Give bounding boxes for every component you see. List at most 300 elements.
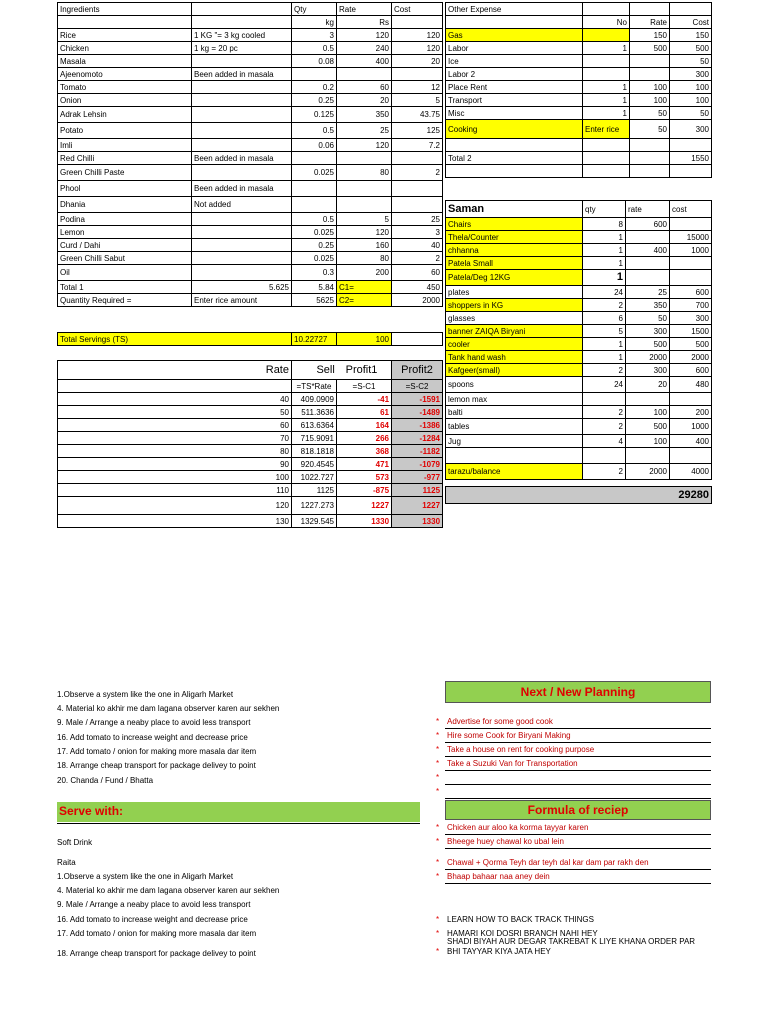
ingredient-cell[interactable]: 350 (337, 107, 392, 123)
ingredient-cell[interactable] (292, 68, 337, 81)
saman-cell[interactable] (670, 393, 712, 406)
ingredient-cell[interactable]: 120 (392, 29, 443, 42)
saman-row (446, 464, 712, 480)
ingredient-cell[interactable]: 0.025 (292, 226, 337, 239)
other-header: Other Expense (446, 3, 583, 16)
saman-row (446, 351, 712, 364)
ingredient-cell[interactable]: 0.06 (292, 139, 337, 152)
saman-cell[interactable]: 600 (670, 364, 712, 377)
saman-cell[interactable] (670, 218, 712, 231)
ingredient-cell[interactable] (292, 197, 337, 213)
saman-cell[interactable]: 25 (626, 286, 670, 299)
saman-cell[interactable]: 500 (670, 338, 712, 351)
bullet-icon: * (436, 731, 440, 740)
saman-cell[interactable]: 8 (583, 218, 626, 231)
bullet-icon: * (436, 759, 440, 768)
total1-qty-sum: 5.625 (192, 281, 292, 294)
planning-title: Next / New Planning (520, 685, 636, 699)
saman-cell[interactable]: 100 (626, 435, 670, 448)
saman-cell[interactable] (626, 270, 670, 286)
other-cell[interactable]: 50 (630, 120, 670, 139)
other-cell[interactable] (583, 29, 630, 42)
saman-gap-row (446, 480, 712, 487)
saman-cell: Thela/Counter (446, 231, 583, 244)
ingredient-cell[interactable]: 25 (392, 213, 443, 226)
saman-cell[interactable]: 1000 (670, 419, 712, 435)
ingredient-cell[interactable] (392, 68, 443, 81)
profit-header-row (58, 361, 443, 380)
saman-cell[interactable]: 5 (583, 325, 626, 338)
formula-bar (445, 800, 711, 820)
saman-header-row (446, 201, 712, 218)
ingredients-table (57, 2, 443, 307)
other-cell[interactable]: 1 (583, 81, 630, 94)
ingredient-cell: Curd / Dahi (58, 239, 192, 252)
profit-row (58, 515, 443, 528)
saman-header: Saman (446, 201, 583, 218)
saman-header-cost: cost (670, 201, 712, 218)
profit-rate-cell: 40 (58, 393, 292, 406)
sell-header: Sell (316, 363, 335, 376)
ingredient-cell[interactable] (392, 181, 443, 197)
row-divider (445, 883, 711, 884)
planning-bar (445, 681, 711, 703)
saman-cell[interactable]: 500 (626, 338, 670, 351)
other-expense-row (446, 42, 712, 55)
saman-cell[interactable]: 2 (583, 364, 626, 377)
bullet-icon: * (436, 915, 440, 924)
serve-item-raita: Raita (57, 858, 76, 867)
profit-rate-cell: 90 (58, 458, 292, 471)
bullet-icon: * (436, 929, 440, 938)
p1-formula: =S-C1 (337, 380, 392, 393)
total2-value: 1550 (670, 152, 712, 165)
formula-item: Bheege huey chawal ko ubal lein (447, 837, 564, 846)
saman-row (446, 312, 712, 325)
ingredient-row (58, 123, 443, 139)
profit-rate-cell: 120 (58, 497, 292, 515)
serve-with-title: Serve with: (59, 804, 124, 818)
ingredient-row (58, 107, 443, 123)
profit2-cell: -1182 (392, 445, 443, 458)
other-cell[interactable]: 50 (670, 55, 712, 68)
saman-cell[interactable]: 350 (626, 299, 670, 312)
profit-rate-cell: 70 (58, 432, 292, 445)
row-divider (445, 848, 711, 849)
saman-cell[interactable]: 600 (626, 218, 670, 231)
ingredient-cell[interactable]: 120 (337, 139, 392, 152)
saman-total-row (446, 487, 712, 504)
ingredient-cell[interactable] (337, 197, 392, 213)
ingredient-row (58, 181, 443, 197)
note-item: 9. Male / Arrange a neaby place to avoid less transport (57, 718, 251, 727)
ingredient-row (58, 252, 443, 265)
other-cell[interactable] (583, 55, 630, 68)
row-divider (445, 728, 711, 729)
bullet-icon: * (436, 947, 440, 956)
saman-cell[interactable] (670, 448, 712, 464)
other-header-empty (583, 3, 630, 16)
profit2-cell: -1079 (392, 458, 443, 471)
other-cell[interactable]: 300 (670, 68, 712, 81)
other-cell[interactable]: 1 (583, 42, 630, 55)
ingredient-cell[interactable]: 7.2 (392, 139, 443, 152)
other-cell[interactable] (630, 68, 670, 81)
servings-label: Total Servings (TS) (58, 333, 292, 346)
saman-cell[interactable]: 2000 (670, 351, 712, 364)
note-item: 18. Arrange cheap transport for package delivey to point (57, 761, 256, 770)
other-cell[interactable]: 500 (630, 42, 670, 55)
saman-cell[interactable] (626, 448, 670, 464)
saman-cell[interactable]: 1 (583, 338, 626, 351)
ingredient-cell[interactable]: 125 (392, 123, 443, 139)
saman-cell[interactable]: 2 (583, 299, 626, 312)
other-cell[interactable]: Enter rice (583, 120, 630, 139)
other-cell[interactable]: 500 (670, 42, 712, 55)
ingredient-cell[interactable]: 2 (392, 252, 443, 265)
other-cell: Gas (446, 29, 583, 42)
profit-rate-cell: 80 (58, 445, 292, 458)
ingredient-cell[interactable]: 40 (392, 239, 443, 252)
other-cell[interactable]: 150 (670, 29, 712, 42)
other-cell[interactable]: 300 (670, 120, 712, 139)
other-cell[interactable]: 150 (630, 29, 670, 42)
total1-rate-sum (292, 281, 337, 294)
saman-cell[interactable]: 1 (583, 231, 626, 244)
saman-cell[interactable] (670, 270, 712, 286)
saman-cell[interactable]: 300 (670, 312, 712, 325)
ingredient-cell: Dhania (58, 197, 192, 213)
saman-cell[interactable]: 2000 (626, 351, 670, 364)
saman-cell[interactable]: 1 (583, 270, 626, 286)
saman-cell: Jug (446, 435, 583, 448)
profit1-cell: 368 (337, 445, 392, 458)
saman-row (446, 406, 712, 419)
saman-cell[interactable]: 1000 (670, 244, 712, 257)
saman-cell: Patela Small (446, 257, 583, 270)
saman-cell[interactable]: 24 (583, 377, 626, 393)
unit-cell: kg (292, 16, 337, 29)
other-cell[interactable]: 50 (670, 107, 712, 120)
bullet-icon: * (436, 745, 440, 754)
note-item: 4. Material ko akhir me dam lagana observer karen aur sekhen (57, 704, 280, 713)
saman-cell[interactable]: 50 (626, 312, 670, 325)
ingredient-cell: 1 KG "= 3 kg cooled (192, 29, 292, 42)
ingredient-cell[interactable]: 0.25 (292, 239, 337, 252)
ingredient-cell[interactable]: 60 (337, 81, 392, 94)
saman-cell[interactable]: 100 (626, 406, 670, 419)
saman-cell (446, 448, 583, 464)
saman-table (445, 200, 712, 504)
saman-cell[interactable]: 2 (583, 419, 626, 435)
formula-note: BHI TAYYAR KIYA JATA HEY (447, 947, 551, 956)
other-cell[interactable] (630, 55, 670, 68)
c1-value: 450 (392, 281, 443, 294)
saman-cell[interactable]: 480 (670, 377, 712, 393)
other-body (446, 29, 712, 139)
saman-cell[interactable]: 6 (583, 312, 626, 325)
saman-row (446, 286, 712, 299)
other-cell[interactable]: 100 (670, 94, 712, 107)
other-cell[interactable]: 100 (670, 81, 712, 94)
other-cell[interactable] (583, 68, 630, 81)
ingredient-cell: Red Chilli (58, 152, 192, 165)
other-cell[interactable]: 1 (583, 107, 630, 120)
saman-cell: glasses (446, 312, 583, 325)
other-cell: Ice (446, 55, 583, 68)
saman-cell[interactable]: 20 (626, 377, 670, 393)
ingredient-cell[interactable]: 5 (392, 94, 443, 107)
unit-cell (58, 16, 192, 29)
rate-sum-value: 5.84 (318, 282, 334, 292)
planning-item: Hire some Cook for Biryani Making (447, 731, 571, 740)
ingredient-cell[interactable]: 120 (392, 42, 443, 55)
saman-row (446, 435, 712, 448)
ingredient-row (58, 68, 443, 81)
profit2-cell: -1386 (392, 419, 443, 432)
profit1-cell: 573 (337, 471, 392, 484)
row-divider (445, 784, 711, 785)
saman-cell[interactable]: 2 (583, 464, 626, 480)
servings-empty (392, 333, 443, 346)
saman-cell[interactable] (626, 393, 670, 406)
serve-divider (57, 823, 420, 824)
sell-formula: =TS*Rate (292, 380, 337, 393)
other-header-empty (670, 3, 712, 16)
profit-sell-cell: 715.9091 (292, 432, 337, 445)
profit1-cell: 266 (337, 432, 392, 445)
header-cell: Rate (337, 3, 392, 16)
ingredient-cell[interactable]: 0.5 (292, 213, 337, 226)
bullet-icon: * (436, 773, 440, 782)
profit-row (58, 458, 443, 471)
ingredient-cell[interactable]: 0.25 (292, 94, 337, 107)
ingredient-cell[interactable]: 240 (337, 42, 392, 55)
saman-cell[interactable] (626, 257, 670, 270)
ingredient-cell: Lemon (58, 226, 192, 239)
ingredient-cell[interactable]: 60 (392, 265, 443, 281)
saman-row (446, 448, 712, 464)
ingredient-cell[interactable] (392, 197, 443, 213)
saman-cell[interactable]: 200 (670, 406, 712, 419)
saman-total: 29280 (446, 487, 712, 504)
profit-rate-cell: 60 (58, 419, 292, 432)
saman-cell[interactable]: 2000 (626, 464, 670, 480)
ingredient-cell[interactable]: 160 (337, 239, 392, 252)
ingredient-cell (192, 123, 292, 139)
note-item: 17. Add tomato / onion for making more masala dar item (57, 747, 257, 756)
profit-rate-header: Rate (58, 361, 292, 380)
ingredient-cell[interactable]: 80 (337, 252, 392, 265)
saman-cell[interactable]: 1500 (670, 325, 712, 338)
ingredient-cell[interactable]: 0.5 (292, 42, 337, 55)
profit-rate-cell: 130 (58, 515, 292, 528)
saman-cell[interactable] (626, 231, 670, 244)
saman-cell[interactable] (583, 448, 626, 464)
ingredient-cell[interactable] (292, 181, 337, 197)
saman-cell[interactable]: 300 (626, 325, 670, 338)
row-divider (445, 869, 711, 870)
saman-cell[interactable]: 1 (583, 351, 626, 364)
saman-row (446, 419, 712, 435)
profit-sell-cell: 1125 (292, 484, 337, 497)
ingredients-header-row (58, 3, 443, 16)
saman-cell[interactable]: 600 (670, 286, 712, 299)
serve-note: 9. Male / Arrange a neaby place to avoid less transport (57, 900, 251, 909)
ingredient-cell (192, 165, 292, 181)
ingredient-cell[interactable]: 0.5 (292, 123, 337, 139)
saman-row (446, 218, 712, 231)
ingredient-cell[interactable]: 3 (392, 226, 443, 239)
saman-cell[interactable]: 4000 (670, 464, 712, 480)
row-divider (445, 756, 711, 757)
bullet-icon: * (436, 823, 440, 832)
formula-item: Chawal + Qorma Teyh dar teyh dal kar dam par rakh den (447, 858, 649, 867)
other-cell[interactable]: 50 (630, 107, 670, 120)
ingredient-cell[interactable]: 400 (337, 55, 392, 68)
planning-item: Advertise for some good cook (447, 717, 553, 726)
saman-cell: Kafgeer(small) (446, 364, 583, 377)
ingredient-cell[interactable]: 12 (392, 81, 443, 94)
ingredient-row (58, 213, 443, 226)
ingredient-cell[interactable]: 0.025 (292, 165, 337, 181)
profit-sell-header (292, 361, 392, 380)
serve-note: 17. Add tomato / onion for making more masala dar item (57, 929, 257, 938)
bullet-icon: * (436, 787, 440, 796)
ingredient-cell[interactable]: 120 (337, 29, 392, 42)
ingredient-cell[interactable]: 3 (292, 29, 337, 42)
ingredient-cell[interactable]: 2 (392, 165, 443, 181)
ingredient-cell: Green Chilli Paste (58, 165, 192, 181)
formula-item: Bhaap bahaar naa aney dein (447, 872, 550, 881)
ingredient-cell: Potato (58, 123, 192, 139)
ingredient-cell[interactable]: 43.75 (392, 107, 443, 123)
saman-cell[interactable]: 15000 (670, 231, 712, 244)
other-cell[interactable]: 100 (630, 81, 670, 94)
profit2-cell: -1489 (392, 406, 443, 419)
servings-extra[interactable]: 100 (337, 333, 392, 346)
other-blank-row (446, 139, 712, 152)
other-cell: Transport (446, 94, 583, 107)
saman-cell: lemon max (446, 393, 583, 406)
subheader-no: No (583, 16, 630, 29)
quantity-note: Enter rice amount (192, 294, 292, 307)
profit-sell-cell: 920.4545 (292, 458, 337, 471)
bullet-icon: * (436, 872, 440, 881)
ingredient-cell[interactable]: 120 (337, 226, 392, 239)
profit-row (58, 445, 443, 458)
saman-cell[interactable]: 400 (670, 435, 712, 448)
header-cell (192, 3, 292, 16)
ingredient-row (58, 239, 443, 252)
other-cell[interactable]: 100 (630, 94, 670, 107)
saman-cell[interactable]: 400 (626, 244, 670, 257)
ingredient-cell (192, 94, 292, 107)
unit-cell (392, 16, 443, 29)
saman-cell[interactable]: 4 (583, 435, 626, 448)
profit-row (58, 406, 443, 419)
formula-note: HAMARI KOI DOSRI BRANCH NAHI HEY (447, 929, 598, 938)
ingredient-cell[interactable]: 0.3 (292, 265, 337, 281)
saman-cell[interactable]: 500 (626, 419, 670, 435)
subheader-cell (446, 16, 583, 29)
profit-sell-cell: 1329.545 (292, 515, 337, 528)
ingredient-cell[interactable]: 0.2 (292, 81, 337, 94)
saman-cell: chhanna (446, 244, 583, 257)
saman-cell[interactable]: 2 (583, 406, 626, 419)
saman-cell: Patela/Deg 12KG (446, 270, 583, 286)
note-item: 20. Chanda / Fund / Bhatta (57, 776, 154, 785)
ingredient-cell[interactable] (392, 152, 443, 165)
row-divider (445, 798, 711, 799)
bullet-icon: * (436, 717, 440, 726)
saman-row (446, 257, 712, 270)
saman-cell[interactable]: 24 (583, 286, 626, 299)
ingredient-cell[interactable]: 20 (392, 55, 443, 68)
saman-cell[interactable]: 1 (583, 244, 626, 257)
formula-title: Formula of reciep (527, 803, 629, 817)
ingredient-cell[interactable]: 0.025 (292, 252, 337, 265)
ingredient-cell[interactable] (337, 181, 392, 197)
saman-cell[interactable]: 1 (583, 257, 626, 270)
saman-cell[interactable] (670, 257, 712, 270)
saman-row (446, 393, 712, 406)
bullet-icon: * (436, 837, 440, 846)
total2-row (446, 152, 712, 165)
ingredient-cell[interactable]: 20 (337, 94, 392, 107)
ingredient-cell[interactable] (292, 152, 337, 165)
planning-item: Take a Suzuki Van for Transportation (447, 759, 578, 768)
other-cell[interactable]: 1 (583, 94, 630, 107)
formula-note: SHADI BIYAH AUR DEGAR TAKREBAT K LIYE KHANA ORDER PAR (447, 937, 696, 946)
ingredient-cell (192, 139, 292, 152)
saman-cell: tables (446, 419, 583, 435)
ingredient-cell[interactable]: 5 (337, 213, 392, 226)
ingredient-cell[interactable]: 0.08 (292, 55, 337, 68)
ingredient-row (58, 152, 443, 165)
ingredient-cell[interactable]: 80 (337, 165, 392, 181)
header-cell: Qty (292, 3, 337, 16)
saman-cell[interactable]: 700 (670, 299, 712, 312)
quantity-value[interactable]: 5625 (292, 294, 337, 307)
ingredient-cell: Chicken (58, 42, 192, 55)
ingredient-cell[interactable]: 200 (337, 265, 392, 281)
ingredient-cell[interactable]: 25 (337, 123, 392, 139)
profit-row (58, 432, 443, 445)
ingredient-cell[interactable] (337, 68, 392, 81)
other-expense-row (446, 120, 712, 139)
profit-row (58, 393, 443, 406)
saman-cell[interactable]: 300 (626, 364, 670, 377)
other-subheader-row (446, 16, 712, 29)
ingredient-cell (192, 239, 292, 252)
ingredient-cell[interactable]: 0.125 (292, 107, 337, 123)
saman-row (446, 364, 712, 377)
c1-label: C1= (337, 281, 392, 294)
profit-table (57, 360, 443, 528)
profit1-cell: 61 (337, 406, 392, 419)
saman-cell[interactable] (583, 393, 626, 406)
serve-note: 18. Arrange cheap transport for package delivey to point (57, 949, 256, 958)
formula-note: LEARN HOW TO BACK TRACK THINGS (447, 915, 594, 924)
row-divider (445, 770, 711, 771)
other-cell: Labor (446, 42, 583, 55)
other-cell: Misc (446, 107, 583, 120)
saman-row (446, 299, 712, 312)
saman-header-rate: rate (626, 201, 670, 218)
ingredient-row (58, 139, 443, 152)
ingredient-cell[interactable] (337, 152, 392, 165)
